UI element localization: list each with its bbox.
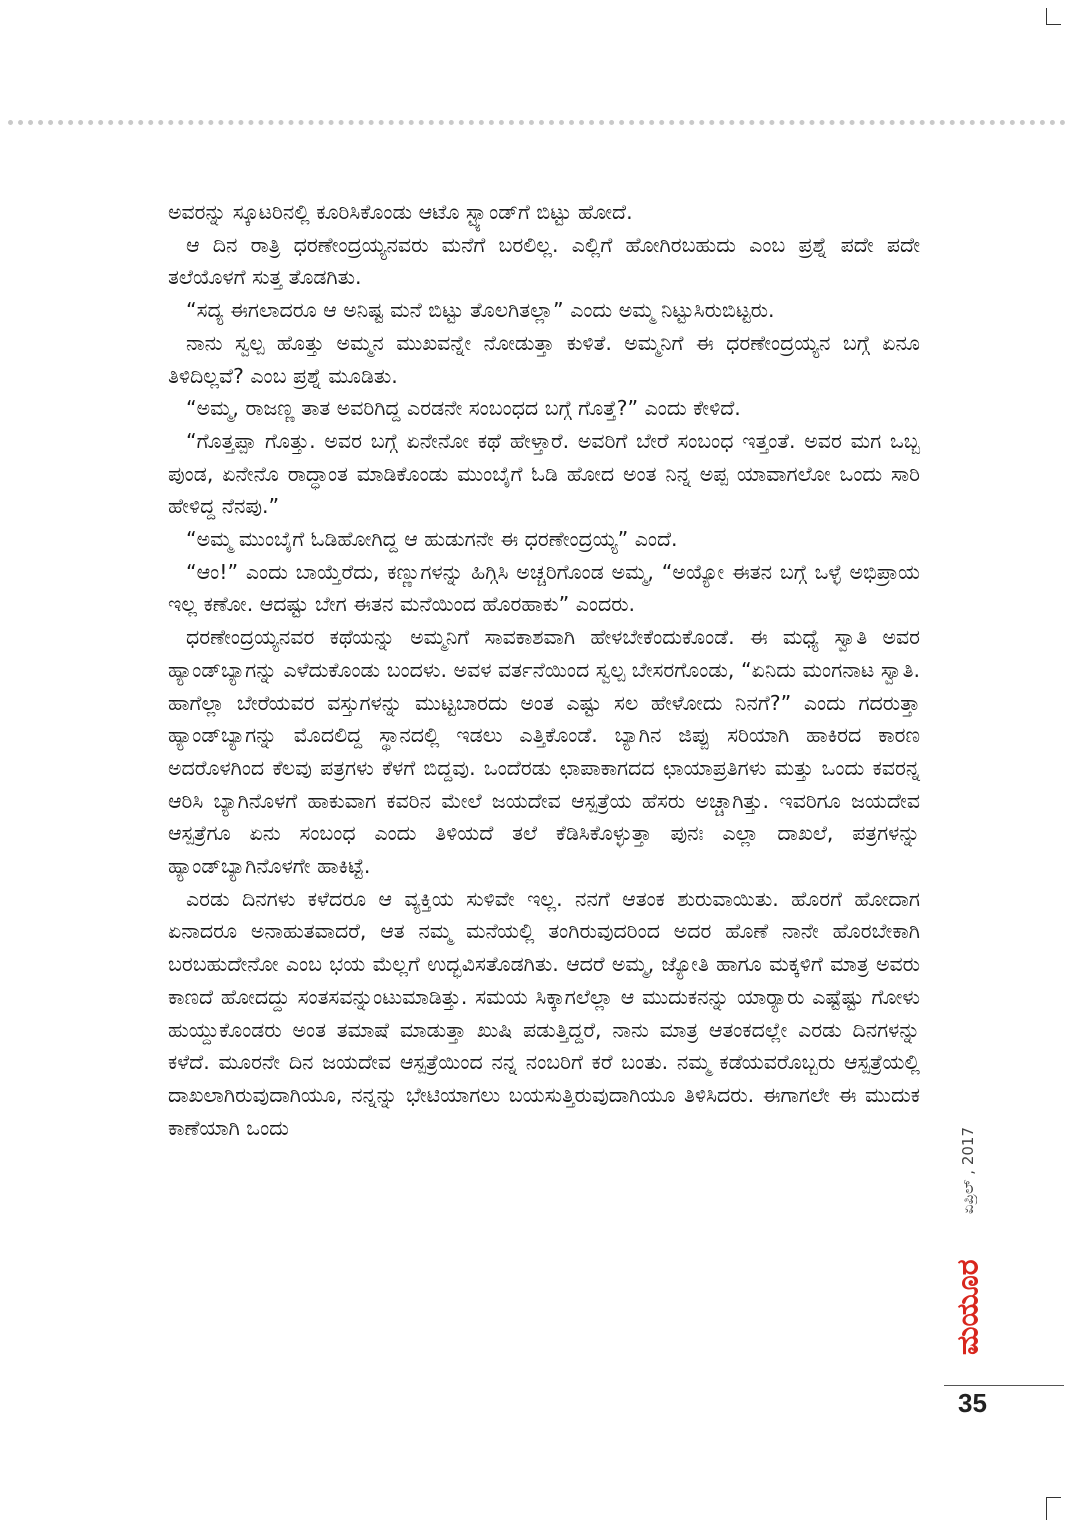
paragraph-10: ಎರಡು ದಿನಗಳು ಕಳೆದರೂ ಆ ವ್ಯಕ್ತಿಯ ಸುಳಿವೇ ಇಲ್ಲ. ನನಗೆ ಆತಂಕ ಶುರುವಾಯಿತು. ಹೊರಗೆ ಹೋದಾಗ ಏನಾದರೂ ಅನಾಹುತವಾದರೆ, ಆತ ನಮ್ಮ ಮನೆಯಲ್ಲಿ ತಂಗಿರುವುದರಿಂದ ಅದರ ಹೊಣೆ ನಾನೇ ಹೊರಬೇಕಾಗಿ ಬರಬಹುದೇನೋ ಎಂಬ ಭಯ ಮೆಲ್ಲಗೆ ಉದ್ಭವಿಸತೊಡಗಿತು. ಆದರೆ ಅಮ್ಮ, ಜ್ಯೋತಿ ಹಾಗೂ ಮಕ್ಕಳಿಗೆ ಮಾತ್ರ ಅವರು ಕಾಣದೆ ಹೋದದ್ದು ಸಂತಸವನ್ನುಂಟುಮಾಡಿತ್ತು. ಸಮಯ ಸಿಕ್ಕಾಗಲೆಲ್ಲಾ ಆ ಮುದುಕನನ್ನು ಯಾರ್‍ಯಾರು ಎಷ್ಟೆಷ್ಟು ಗೋಳು ಹುಯ್ದುಕೊಂಡರು ಅಂತ ತಮಾಷೆ ಮಾಡುತ್ತಾ ಖುಷಿ ಪಡುತ್ತಿದ್ದರೆ, ನಾನು ಮಾತ್ರ ಆತಂಕದಲ್ಲೇ ಎರಡು ದಿನಗಳನ್ನು ಕಳೆದೆ. ಮೂರನೇ ದಿನ ಜಯದೇವ ಆಸ್ಪತ್ರೆಯಿಂದ ನನ್ನ ನಂಬರಿಗೆ ಕರೆ ಬಂತು. ನಮ್ಮ ಕಡೆಯವರೊಬ್ಬರು ಆಸ್ಪತ್ರೆಯಲ್ಲಿ ದಾಖಲಾಗಿರುವುದಾಗಿಯೂ, ನನ್ನನ್ನು ಭೇಟಿಯಾಗಲು ಬಯಸುತ್ತಿರುವುದಾಗಿಯೂ ತಿಳಿಸಿದರು. ಈಗಾಗಲೇ ಈ ಮುದುಕ ಕಾಣೆಯಾಗಿ ಒಂದು (168, 886, 920, 1140)
dotted-divider (8, 120, 1066, 125)
crop-mark-bottom (1046, 1497, 1061, 1520)
page-number: 35 (958, 1388, 987, 1418)
magazine-logo: ಮಯೂರ (950, 1259, 986, 1355)
paragraph-2: ಆ ದಿನ ರಾತ್ರಿ ಧರಣೇಂದ್ರಯ್ಯನವರು ಮನೆಗೆ ಬರಲಿಲ್ಲ. ಎಲ್ಲಿಗೆ ಹೋಗಿರಬಹುದು ಎಂಬ ಪ್ರಶ್ನೆ ಪದೇ ಪದೇ ತಲೆಯೊಳಗೆ ಸುತ್ತ ತೊಡಗಿತು. (168, 232, 920, 290)
paragraph-3: “ಸದ್ಯ ಈಗಲಾದರೂ ಆ ಅನಿಷ್ಟ ಮನೆ ಬಿಟ್ಟು ತೊಲಗಿತಲ್ಲಾ” ಎಂದು ಅಮ್ಮ ನಿಟ್ಟುಸಿರುಬಿಟ್ಟರು. (186, 298, 775, 323)
paragraph-9: ಧರಣೇಂದ್ರಯ್ಯನವರ ಕಥೆಯನ್ನು ಅಮ್ಮನಿಗೆ ಸಾವಕಾಶವಾಗಿ ಹೇಳಬೇಕೆಂದುಕೊಂಡೆ. ಈ ಮಧ್ಯೆ ಸ್ವಾತಿ ಅವರ ಹ್ಯಾಂಡ್‌ಬ್ಯಾಗನ್ನು ಎಳೆದುಕೊಂಡು ಬಂದಳು. ಅವಳ ವರ್ತನೆಯಿಂದ ಸ್ವಲ್ಪ ಬೇಸರಗೊಂಡು, “ಏನಿದು ಮಂಗನಾಟ ಸ್ವಾತಿ. ಹಾಗೆಲ್ಲಾ ಬೇರೆಯವರ ವಸ್ತುಗಳನ್ನು ಮುಟ್ಟಬಾರದು ಅಂತ ಎಷ್ಟು ಸಲ ಹೇಳೋದು ನಿನಗೆ?” ಎಂದು ಗದರುತ್ತಾ ಹ್ಯಾಂಡ್‌ಬ್ಯಾಗನ್ನು ಮೊದಲಿದ್ದ ಸ್ಥಾನದಲ್ಲಿ ಇಡಲು ಎತ್ತಿಕೊಂಡೆ. ಬ್ಯಾಗಿನ ಜಿಪ್ಪು ಸರಿಯಾಗಿ ಹಾಕಿರದ ಕಾರಣ ಅದರೊಳಗಿಂದ ಕೆಲವು ಪತ್ರಗಳು ಕೆಳಗೆ ಬಿದ್ದವು. ಒಂದೆರಡು ಛಾಪಾಕಾಗದದ ಛಾಯಾಪ್ರತಿಗಳು ಮತ್ತು ಒಂದು ಕವರನ್ನ ಆರಿಸಿ ಬ್ಯಾಗಿನೊಳಗೆ ಹಾಕುವಾಗ ಕವರಿನ ಮೇಲೆ ಜಯದೇವ ಆಸ್ಪತ್ರೆಯ ಹೆಸರು ಅಚ್ಚಾಗಿತ್ತು. ಇವರಿಗೂ ಜಯದೇವ ಆಸ್ಪತ್ರೆಗೂ ಏನು ಸಂಬಂಧ ಎಂದು ತಿಳಿಯದೆ ತಲೆ ಕೆಡಿಸಿಕೊಳ್ಳುತ್ತಾ ಪುನಃ ಎಲ್ಲಾ ದಾಖಲೆ, ಪತ್ರಗಳನ್ನು ಹ್ಯಾಂಡ್‌ಬ್ಯಾಗಿನೊಳಗೇ ಹಾಕಿಟ್ಟೆ. (168, 625, 920, 879)
paragraph-4: ನಾನು ಸ್ವಲ್ಪ ಹೊತ್ತು ಅಮ್ಮನ ಮುಖವನ್ನೇ ನೋಡುತ್ತಾ ಕುಳಿತೆ. ಅಮ್ಮನಿಗೆ ಈ ಧರಣೇಂದ್ರಯ್ಯನ ಬಗ್ಗೆ ಏನೂ ತಿಳಿದಿಲ್ಲವೆ? ಎಂಬ ಪ್ರಶ್ನೆ ಮೂಡಿತು. (168, 330, 920, 388)
crop-mark-top (1046, 8, 1061, 25)
paragraph-6: “ಗೊತ್ತಪ್ಪಾ ಗೊತ್ತು. ಅವರ ಬಗ್ಗೆ ಏನೇನೋ ಕಥೆ ಹೇಳ್ತಾರೆ. ಅವರಿಗೆ ಬೇರೆ ಸಂಬಂಧ ಇತ್ತಂತೆ. ಅವರ ಮಗ ಒಬ್ಬ ಪುಂಡ, ಏನೇನೊ ರಾದ್ಧಾಂತ ಮಾಡಿಕೊಂಡು ಮುಂಬೈಗೆ ಓಡಿ ಹೋದ ಅಂತ ನಿನ್ನ ಅಪ್ಪ ಯಾವಾಗಲೋ ಒಂದು ಸಾರಿ ಹೇಳಿದ್ದ ನೆನಪು.” (168, 428, 920, 519)
article-body (168, 196, 920, 1144)
page-number-rule (944, 1385, 1064, 1386)
issue-date: ಏಪ್ರಿಲ್ , 2017 (959, 1126, 977, 1214)
paragraph-8: “ಆಂ!” ಎಂದು ಬಾಯ್ತೆರೆದು, ಕಣ್ಣುಗಳನ್ನು ಹಿಗ್ಗಿಸಿ ಅಚ್ಚರಿಗೊಂಡ ಅಮ್ಮ, “ಅಯ್ಯೋ ಈತನ ಬಗ್ಗೆ ಒಳ್ಳೆ ಅಭಿಪ್ರಾಯ ಇಲ್ಲ ಕಣೋ. ಆದಷ್ಟು ಬೇಗ ಈತನ ಮನೆಯಿಂದ ಹೊರಹಾಕು” ಎಂದರು. (168, 559, 920, 617)
sidebar-masthead (948, 1110, 988, 1380)
paragraph-5: “ಅಮ್ಮ, ರಾಜಣ್ಣ ತಾತ ಅವರಿಗಿದ್ದ ಎರಡನೇ ಸಂಬಂಧದ ಬಗ್ಗೆ ಗೊತ್ತೆ?” ಎಂದು ಕೇಳಿದೆ. (186, 396, 741, 421)
paragraph-7: “ಅಮ್ಮ ಮುಂಬೈಗೆ ಓಡಿಹೋಗಿದ್ದ ಆ ಹುಡುಗನೇ ಈ ಧರಣೇಂದ್ರಯ್ಯ” ಎಂದೆ. (186, 527, 678, 552)
paragraph-1: ಅವರನ್ನು ಸ್ಕೂಟರಿನಲ್ಲಿ ಕೂರಿಸಿಕೊಂಡು ಆಟೊ ಸ್ಟ್ಯಾಂಡ್‌ಗೆ ಬಿಟ್ಟು ಹೋದೆ. (168, 200, 633, 224)
